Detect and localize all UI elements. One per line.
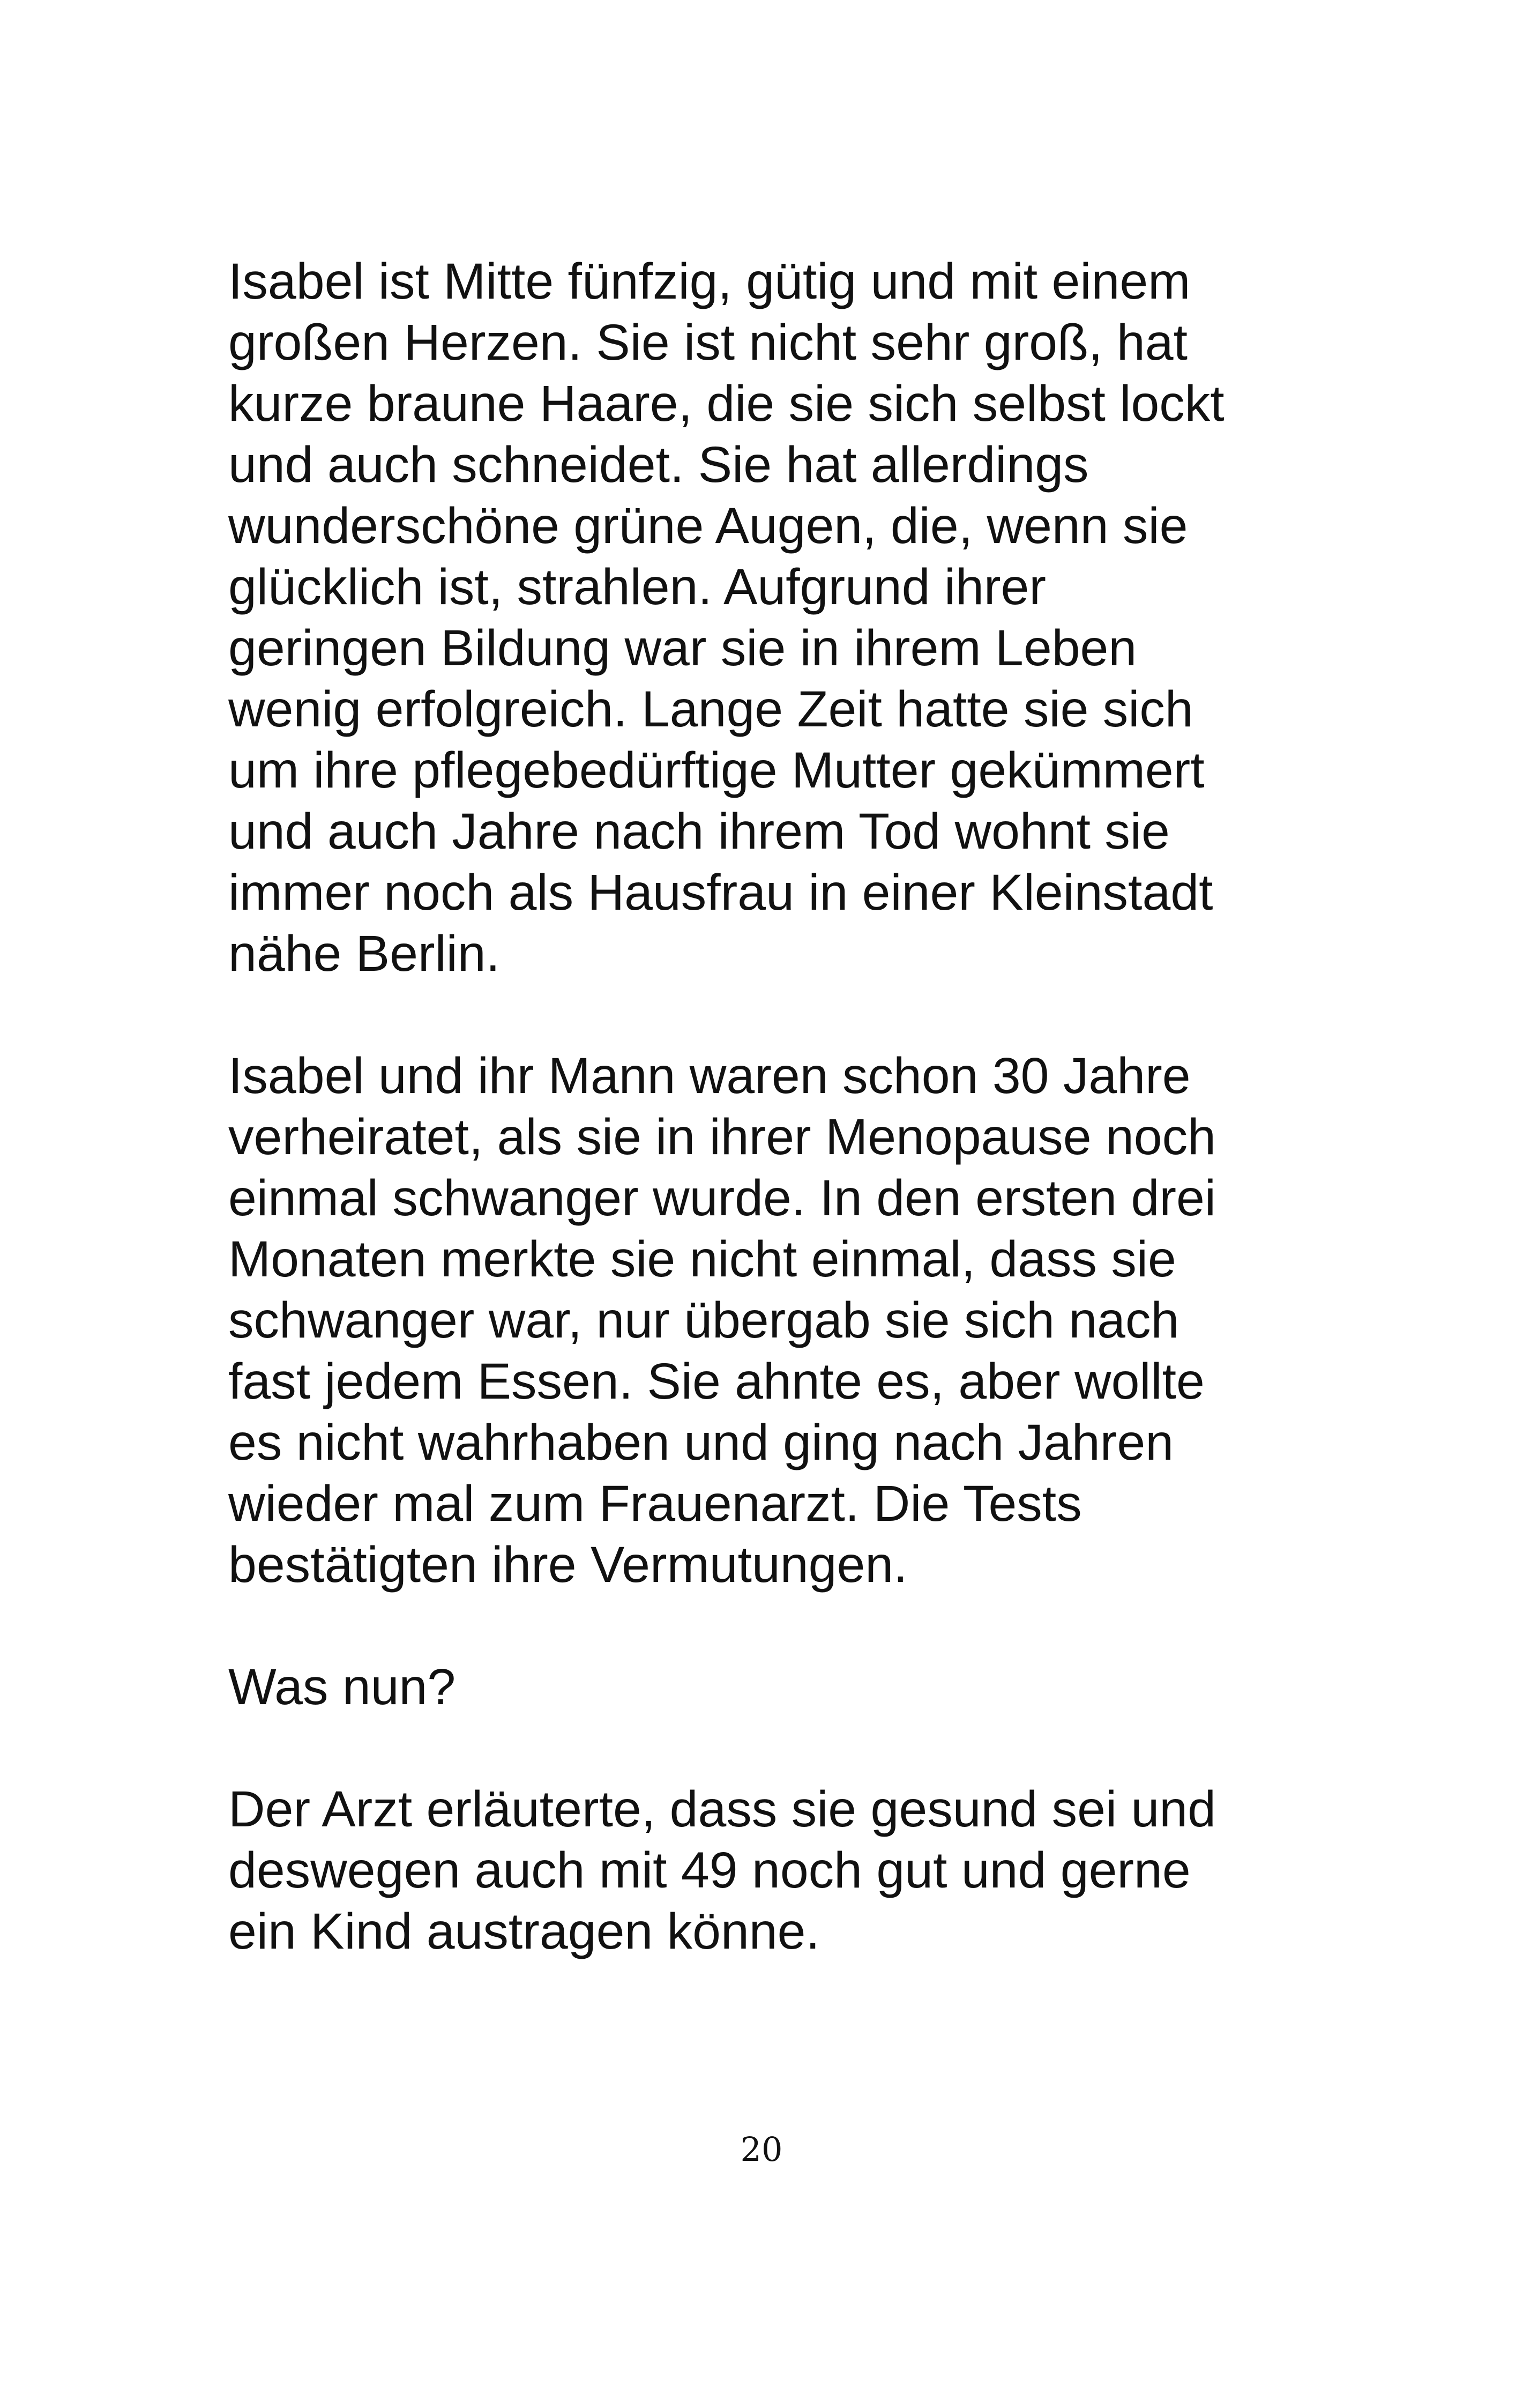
paragraph-3 (228, 1656, 1300, 1718)
paragraph-2 (228, 1045, 1300, 1595)
text-line: großen Herzen. Sie ist nicht sehr groß, hat (228, 314, 1188, 371)
text-line: geringen Bildung war sie in ihrem Leben (228, 620, 1137, 677)
text-line: nähe Berlin. (228, 925, 501, 982)
text-line: immer noch als Hausfrau in einer Kleinstadt (228, 864, 1213, 921)
body-text (228, 251, 1300, 2023)
text-line: Isabel ist Mitte fünfzig, gütig und mit einem (228, 253, 1191, 310)
text-line: und auch Jahre nach ihrem Tod wohnt sie (228, 803, 1170, 860)
text-line: Was nun? (228, 1659, 456, 1715)
text-line: verheiratet, als sie in ihrer Menopause noch (228, 1109, 1216, 1165)
text-line: wieder mal zum Frauenarzt. Die Tests (228, 1475, 1082, 1532)
text-line: Isabel und ihr Mann waren schon 30 Jahre (228, 1047, 1191, 1104)
text-line: um ihre pflegebedürftige Mutter gekümmert (228, 742, 1205, 799)
text-line: fast jedem Essen. Sie ahnte es, aber wollte (228, 1353, 1205, 1410)
text-line: kurze braune Haare, die sie sich selbst lockt (228, 375, 1225, 432)
text-line: wenig erfolgreich. Lange Zeit hatte sie sich (228, 681, 1193, 738)
text-line: es nicht wahrhaben und ging nach Jahren (228, 1414, 1174, 1471)
text-line: Monaten merkte sie nicht einmal, dass sie (228, 1231, 1176, 1288)
text-line: glücklich ist, strahlen. Aufgrund ihrer (228, 559, 1047, 615)
text-line: und auch schneidet. Sie hat allerdings (228, 436, 1089, 493)
paragraph-1 (228, 251, 1300, 984)
text-line: deswegen auch mit 49 noch gut und gerne (228, 1842, 1191, 1899)
text-line: bestätigten ihre Vermutungen. (228, 1536, 908, 1593)
text-line: ein Kind austragen könne. (228, 1903, 820, 1960)
text-line: schwanger war, nur übergab sie sich nach (228, 1292, 1179, 1349)
paragraph-4 (228, 1779, 1300, 1962)
text-line: Der Arzt erläuterte, dass sie gesund sei und (228, 1781, 1216, 1838)
text-line: wunderschöne grüne Augen, die, wenn sie (228, 497, 1188, 554)
page-number: 20 (740, 2130, 783, 2169)
text-line: einmal schwanger wurde. In den ersten drei (228, 1170, 1216, 1227)
